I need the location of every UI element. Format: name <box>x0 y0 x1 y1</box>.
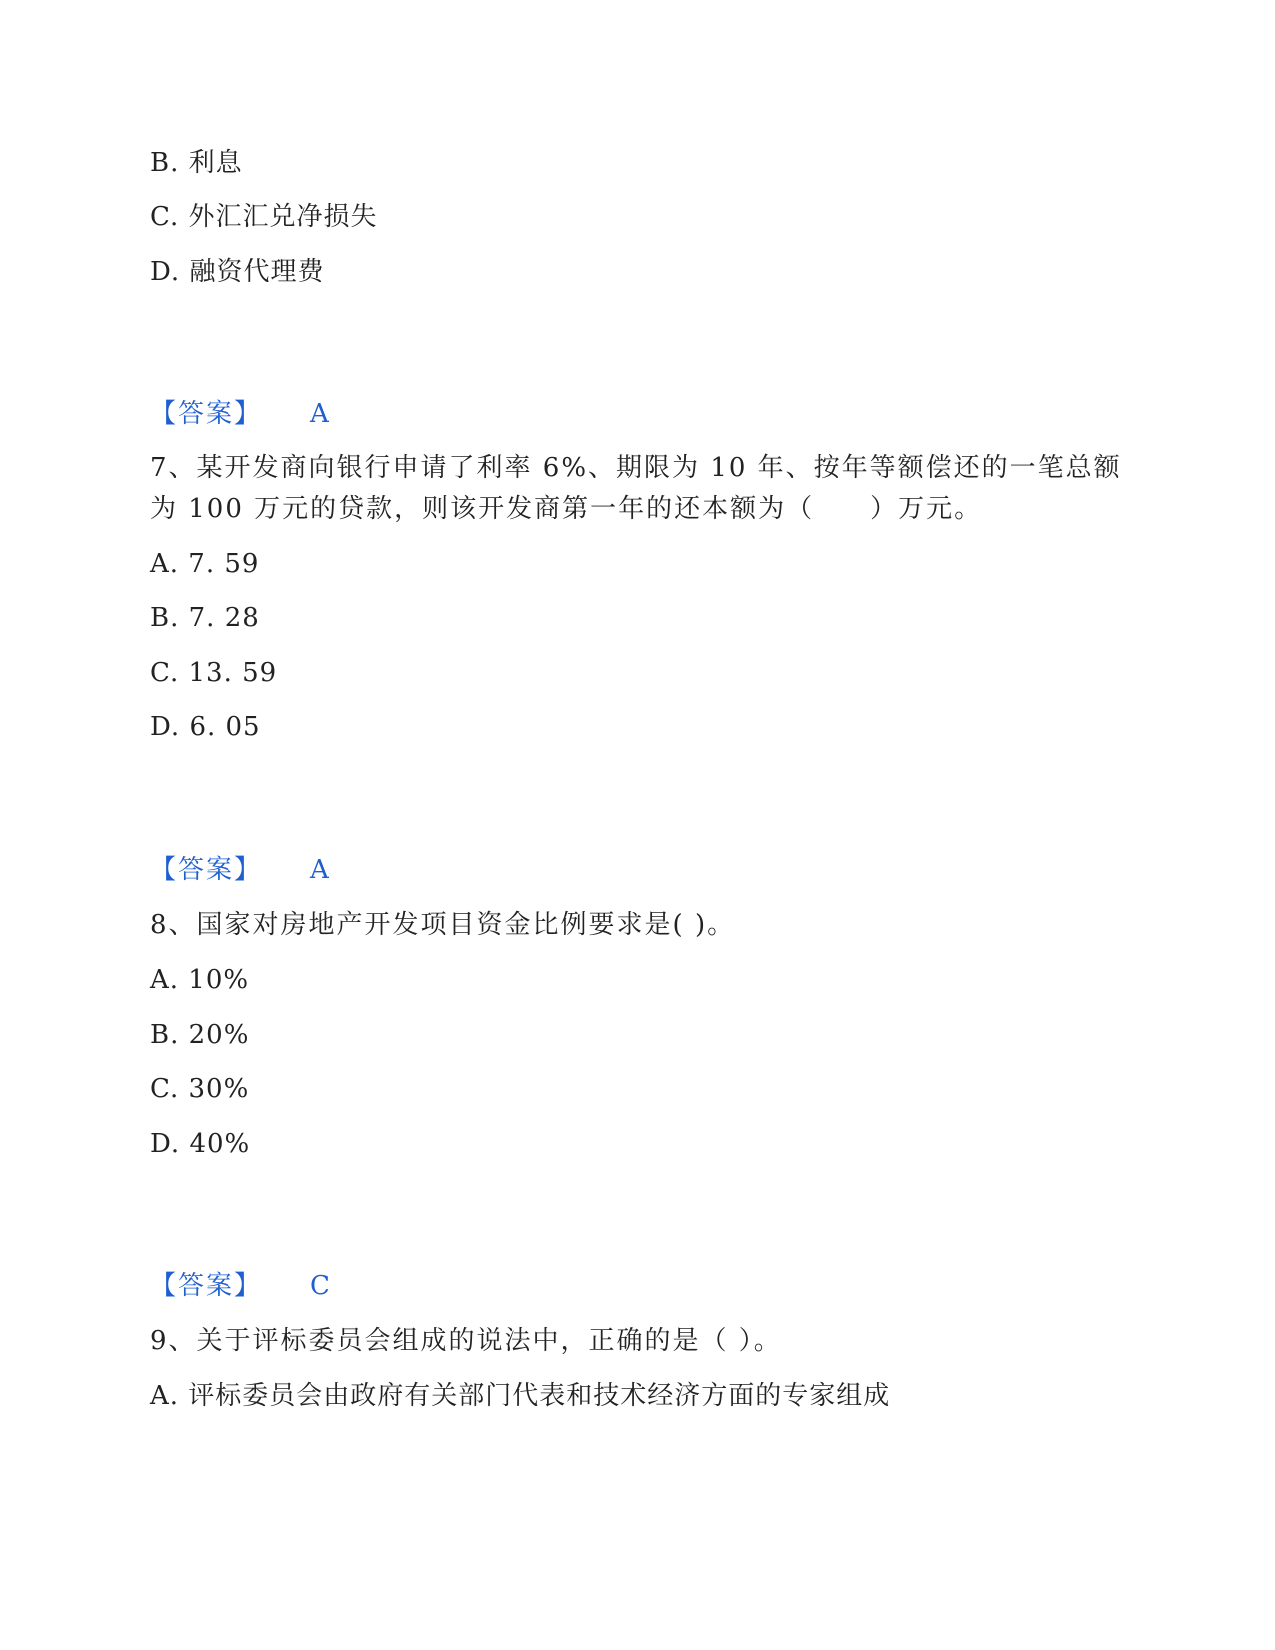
q8-answer <box>150 1271 330 1301</box>
answer-label: 【答案】 <box>150 399 263 429</box>
answer-value: A <box>310 855 329 885</box>
q7-stem-line1: 7、某开发商向银行申请了利率 6%、期限为 10 年、按年等额偿还的一笔总额 <box>150 453 1122 483</box>
q6-option-b: B. 利息 <box>150 148 243 178</box>
q7-answer <box>150 855 329 885</box>
answer-value: A <box>310 399 329 429</box>
q6-option-d: D. 融资代理费 <box>150 257 325 287</box>
answer-value: C <box>310 1271 330 1301</box>
q7-option-a: A. 7. 59 <box>150 549 260 579</box>
q7-option-c: C. 13. 59 <box>150 658 278 688</box>
q8-option-a: A. 10% <box>150 965 250 995</box>
answer-label: 【答案】 <box>150 855 263 885</box>
q9-stem: 9、关于评标委员会组成的说法中，正确的是（ ）。 <box>150 1326 782 1356</box>
answer-label: 【答案】 <box>150 1271 263 1301</box>
q8-option-b: B. 20% <box>150 1020 250 1050</box>
q6-option-c: C. 外汇汇兑净损失 <box>150 202 378 232</box>
q7-stem-line2: 为 100 万元的贷款，则该开发商第一年的还本额为（ ）万元。 <box>150 494 983 524</box>
q7-option-b: B. 7. 28 <box>150 603 260 633</box>
q9-option-a: A. 评标委员会由政府有关部门代表和技术经济方面的专家组成 <box>150 1381 891 1411</box>
q8-option-d: D. 40% <box>150 1129 251 1159</box>
q8-stem: 8、国家对房地产开发项目资金比例要求是( )。 <box>150 910 736 940</box>
q7-option-d: D. 6. 05 <box>150 712 261 742</box>
q6-answer <box>150 399 329 429</box>
q8-option-c: C. 30% <box>150 1074 250 1104</box>
